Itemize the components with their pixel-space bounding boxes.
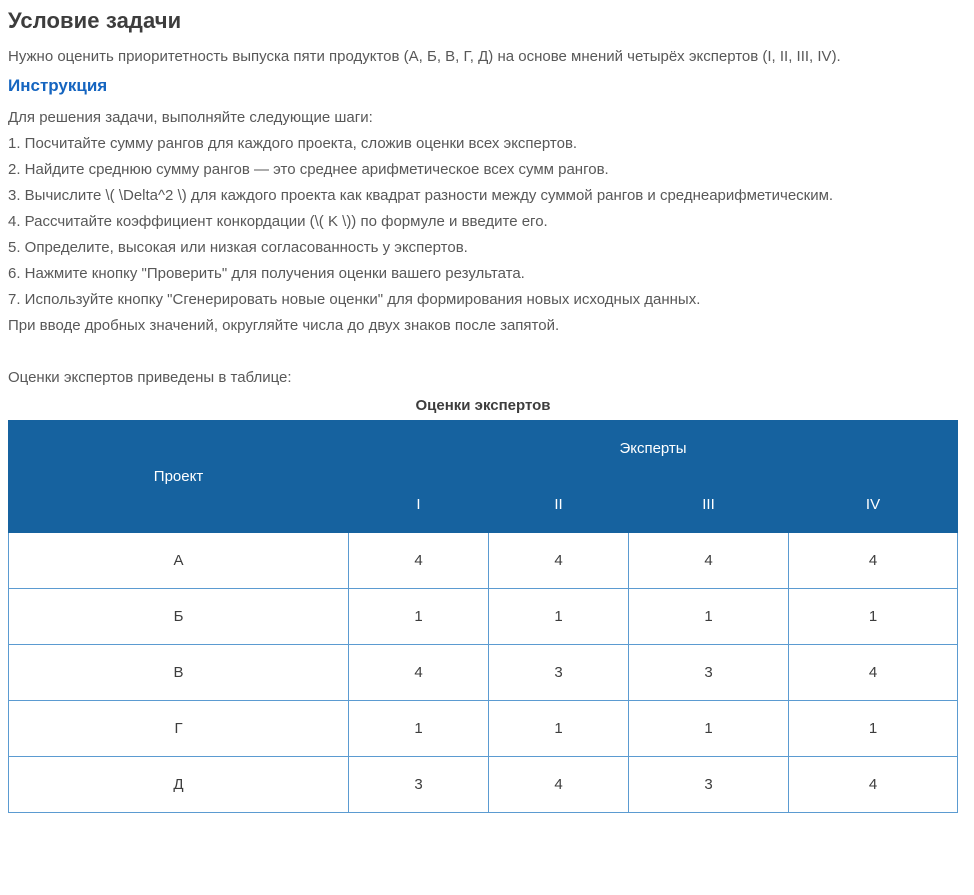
task-description: Нужно оценить приоритетность выпуска пяти продуктов (А, Б, В, Г, Д) на основе мнений четырёх экспертов (I, II, III, IV). bbox=[8, 48, 841, 66]
expert-grades-table bbox=[8, 420, 958, 813]
table-row bbox=[9, 756, 958, 812]
cell-grade: 1 bbox=[789, 700, 958, 756]
cell-project: В bbox=[9, 644, 349, 700]
instruction-step: 7. Используйте кнопку "Сгенерировать новые оценки" для формирования новых исходных данных. bbox=[8, 290, 701, 308]
cell-project: Б bbox=[9, 588, 349, 644]
cell-grade: 1 bbox=[629, 700, 789, 756]
cell-grade: 4 bbox=[349, 644, 489, 700]
cell-grade: 4 bbox=[789, 644, 958, 700]
table-body bbox=[9, 532, 958, 812]
table-header-row-group bbox=[9, 420, 958, 476]
table-caption: Оценки экспертов bbox=[415, 396, 551, 414]
cell-grade: 4 bbox=[789, 532, 958, 588]
table-row bbox=[9, 644, 958, 700]
instruction-step: 5. Определите, высокая или низкая согласованность у экспертов. bbox=[8, 238, 468, 256]
cell-grade: 1 bbox=[629, 588, 789, 644]
cell-project: А bbox=[9, 532, 349, 588]
table-head bbox=[9, 420, 958, 532]
rounding-note: При вводе дробных значений, округляйте числа до двух знаков после запятой. bbox=[8, 316, 560, 334]
table-row bbox=[9, 532, 958, 588]
header-expert-1: I bbox=[349, 476, 489, 532]
instruction-heading: Инструкция bbox=[8, 76, 108, 96]
header-expert-3: III bbox=[629, 476, 789, 532]
cell-grade: 3 bbox=[629, 644, 789, 700]
cell-grade: 4 bbox=[629, 532, 789, 588]
header-project: Проект bbox=[9, 420, 349, 532]
table-lead-text: Оценки экспертов приведены в таблице: bbox=[8, 368, 292, 386]
cell-grade: 3 bbox=[349, 756, 489, 812]
header-experts: Эксперты bbox=[349, 420, 958, 476]
cell-grade: 4 bbox=[489, 532, 629, 588]
instruction-step: 2. Найдите среднюю сумму рангов — это среднее арифметическое всех сумм рангов. bbox=[8, 160, 609, 178]
table-row bbox=[9, 588, 958, 644]
page-title: Условие задачи bbox=[8, 8, 182, 33]
header-expert-2: II bbox=[489, 476, 629, 532]
header-expert-4: IV bbox=[789, 476, 958, 532]
cell-grade: 1 bbox=[489, 700, 629, 756]
instruction-intro: Для решения задачи, выполняйте следующие шаги: bbox=[8, 108, 373, 126]
cell-grade: 3 bbox=[489, 644, 629, 700]
cell-grade: 1 bbox=[349, 588, 489, 644]
cell-grade: 4 bbox=[489, 756, 629, 812]
cell-grade: 4 bbox=[789, 756, 958, 812]
cell-project: Г bbox=[9, 700, 349, 756]
instruction-step: 3. Вычислите \( \Delta^2 \) для каждого проекта как квадрат разности между суммой рангов и среднеарифметическим. bbox=[8, 186, 834, 204]
cell-grade: 4 bbox=[349, 532, 489, 588]
cell-grade: 1 bbox=[349, 700, 489, 756]
instruction-step: 1. Посчитайте сумму рангов для каждого проекта, сложив оценки всех экспертов. bbox=[8, 134, 578, 152]
instruction-step: 4. Рассчитайте коэффициент конкордации (\( K \)) по формуле и введите его. bbox=[8, 212, 548, 230]
instruction-steps bbox=[8, 131, 966, 313]
cell-grade: 3 bbox=[629, 756, 789, 812]
cell-grade: 1 bbox=[789, 588, 958, 644]
cell-project: Д bbox=[9, 756, 349, 812]
cell-grade: 1 bbox=[489, 588, 629, 644]
table-row bbox=[9, 700, 958, 756]
instruction-step: 6. Нажмите кнопку "Проверить" для получения оценки вашего результата. bbox=[8, 264, 525, 282]
